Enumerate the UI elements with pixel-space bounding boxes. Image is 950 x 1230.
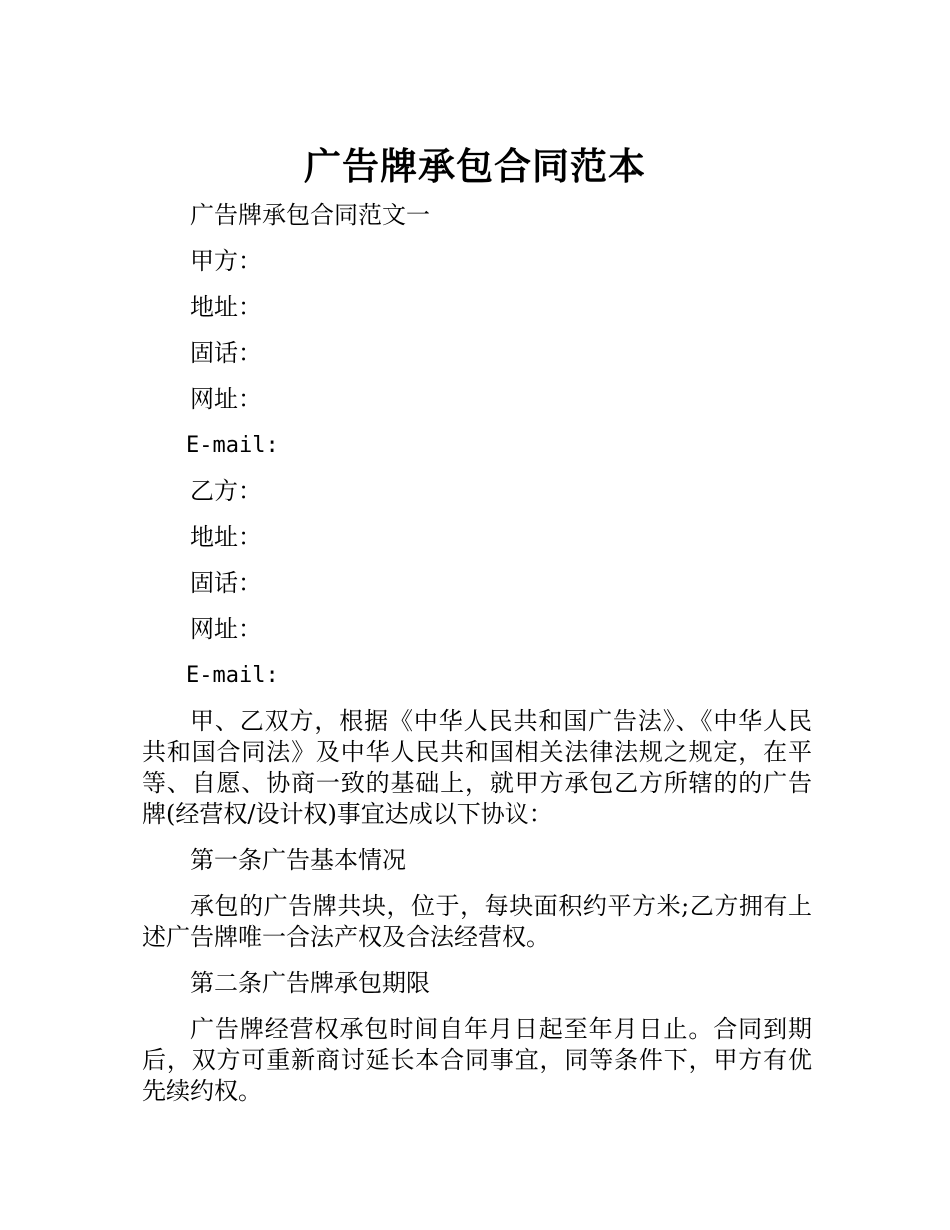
article-1-body: 承包的广告牌共块，位于，每块面积约平方米;乙方拥有上述广告牌唯一合法产权及合法经营权。: [142, 892, 812, 951]
party-a-email: E-mail:: [186, 433, 279, 458]
party-a-label: 甲方：: [190, 247, 262, 275]
party-b-phone: 固话：: [190, 569, 262, 597]
article-1-heading: 第一条广告基本情况: [190, 846, 406, 874]
party-b-label: 乙方：: [190, 477, 262, 505]
document-title: 广告牌承包合同范本: [304, 144, 646, 188]
party-a-address: 地址：: [190, 293, 262, 321]
contract-subtitle: 广告牌承包合同范文一: [190, 201, 430, 229]
party-a-website: 网址：: [190, 385, 262, 413]
party-b-address: 地址：: [190, 523, 262, 551]
preamble-paragraph: 甲、乙双方，根据《中华人民共和国广告法》、《中华人民共和国合同法》及中华人民共和国相关法律法规之规定，在平等、自愿、协商一致的基础上，就甲方承包乙方所辖的的广告牌(经营权/设计权)事宜达成以下协议：: [142, 707, 812, 828]
party-b-email: E-mail:: [186, 663, 279, 688]
document-body: [142, 200, 812, 1122]
article-2-heading: 第二条广告牌承包期限: [190, 969, 430, 997]
article-2-body: 广告牌经营权承包时间自年月日起至年月日止。合同到期后，双方可重新商讨延长本合同事宜，同等条件下，甲方有优先续约权。: [142, 1015, 812, 1105]
party-a-phone: 固话：: [190, 339, 262, 367]
party-b-website: 网址：: [190, 615, 262, 643]
